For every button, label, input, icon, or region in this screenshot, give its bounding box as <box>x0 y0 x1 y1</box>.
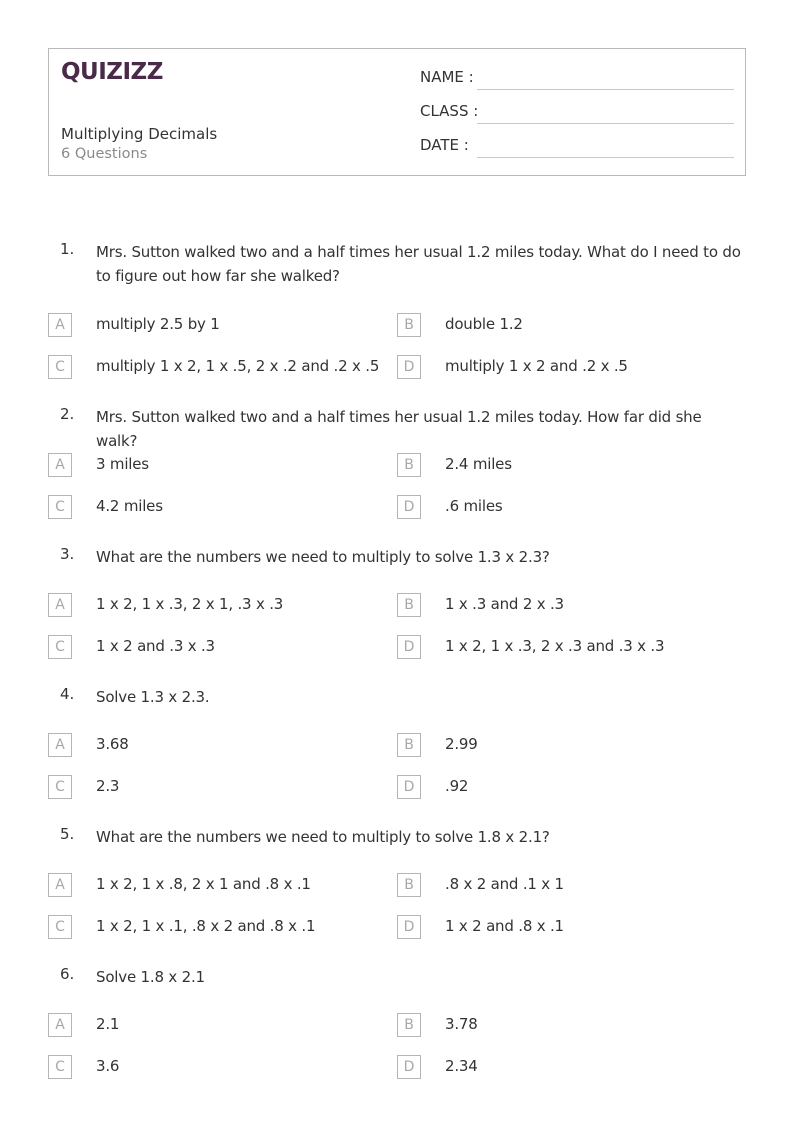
option-letter: A <box>48 1013 72 1037</box>
option-text: 2.4 miles <box>445 455 512 473</box>
option-letter: A <box>48 733 72 757</box>
option-text: 3.6 <box>96 1057 120 1075</box>
question-number: 6. <box>60 965 75 983</box>
option-text: 3.68 <box>96 735 129 753</box>
option-text: multiply 2.5 by 1 <box>96 315 220 333</box>
name-line[interactable] <box>477 89 734 90</box>
option-letter: C <box>48 635 72 659</box>
option-text: 1 x 2, 1 x .1, .8 x 2 and .8 x .1 <box>96 917 316 935</box>
option-letter: B <box>397 593 421 617</box>
option-text: 2.34 <box>445 1057 478 1075</box>
name-label: NAME : <box>420 68 474 86</box>
class-line[interactable] <box>477 123 734 124</box>
question-number: 2. <box>60 405 75 423</box>
option-letter: B <box>397 313 421 337</box>
option-text: double 1.2 <box>445 315 523 333</box>
option-letter: D <box>397 1055 421 1079</box>
option-letter: D <box>397 915 421 939</box>
option-text: 2.1 <box>96 1015 120 1033</box>
question-number: 4. <box>60 685 75 703</box>
option-text: .92 <box>445 777 469 795</box>
question-number: 3. <box>60 545 75 563</box>
class-label: CLASS : <box>420 102 479 120</box>
date-field[interactable] <box>420 136 734 158</box>
option-text: 1 x 2, 1 x .3, 2 x 1, .3 x .3 <box>96 595 284 613</box>
date-line[interactable] <box>477 157 734 158</box>
option-letter: C <box>48 495 72 519</box>
worksheet-header <box>48 48 746 176</box>
option-letter: D <box>397 355 421 379</box>
option-letter: B <box>397 733 421 757</box>
question-text: Mrs. Sutton walked two and a half times her usual 1.2 miles today. What do I need to do to figure out how far she walked? <box>96 243 741 285</box>
option-letter: D <box>397 775 421 799</box>
option-text: 3 miles <box>96 455 149 473</box>
option-text: 1 x .3 and 2 x .3 <box>445 595 564 613</box>
question-text: Solve 1.3 x 2.3. <box>96 688 210 706</box>
class-field[interactable] <box>420 102 734 124</box>
question-count: 6 Questions <box>61 146 148 162</box>
option-text: 1 x 2 and .3 x .3 <box>96 637 215 655</box>
quizizz-logo: QUIZIZZ <box>61 59 163 85</box>
question-number: 1. <box>60 240 75 258</box>
option-text: 3.78 <box>445 1015 478 1033</box>
question-number: 5. <box>60 825 75 843</box>
option-letter: B <box>397 453 421 477</box>
option-letter: B <box>397 873 421 897</box>
option-letter: A <box>48 873 72 897</box>
question-text: Solve 1.8 x 2.1 <box>96 968 205 986</box>
question-text: What are the numbers we need to multiply to solve 1.3 x 2.3? <box>96 548 550 566</box>
option-letter: B <box>397 1013 421 1037</box>
option-text: multiply 1 x 2 and .2 x .5 <box>445 357 628 375</box>
question-text: Mrs. Sutton walked two and a half times her usual 1.2 miles today. How far did she walk? <box>96 408 702 450</box>
option-text: 1 x 2 and .8 x .1 <box>445 917 564 935</box>
option-letter: C <box>48 915 72 939</box>
option-text: 1 x 2, 1 x .8, 2 x 1 and .8 x .1 <box>96 875 311 893</box>
name-field[interactable] <box>420 68 734 90</box>
option-letter: D <box>397 635 421 659</box>
option-letter: A <box>48 593 72 617</box>
option-letter: D <box>397 495 421 519</box>
option-text: multiply 1 x 2, 1 x .5, 2 x .2 and .2 x .5 <box>96 357 380 375</box>
option-letter: C <box>48 355 72 379</box>
date-label: DATE : <box>420 136 469 154</box>
option-text: .6 miles <box>445 497 503 515</box>
option-text: 2.3 <box>96 777 120 795</box>
question-text: What are the numbers we need to multiply to solve 1.8 x 2.1? <box>96 828 550 846</box>
option-text: 4.2 miles <box>96 497 163 515</box>
option-letter: C <box>48 1055 72 1079</box>
option-text: .8 x 2 and .1 x 1 <box>445 875 564 893</box>
option-letter: C <box>48 775 72 799</box>
option-text: 2.99 <box>445 735 478 753</box>
option-letter: A <box>48 453 72 477</box>
option-letter: A <box>48 313 72 337</box>
worksheet-title: Multiplying Decimals <box>61 125 218 143</box>
option-text: 1 x 2, 1 x .3, 2 x .3 and .3 x .3 <box>445 637 665 655</box>
